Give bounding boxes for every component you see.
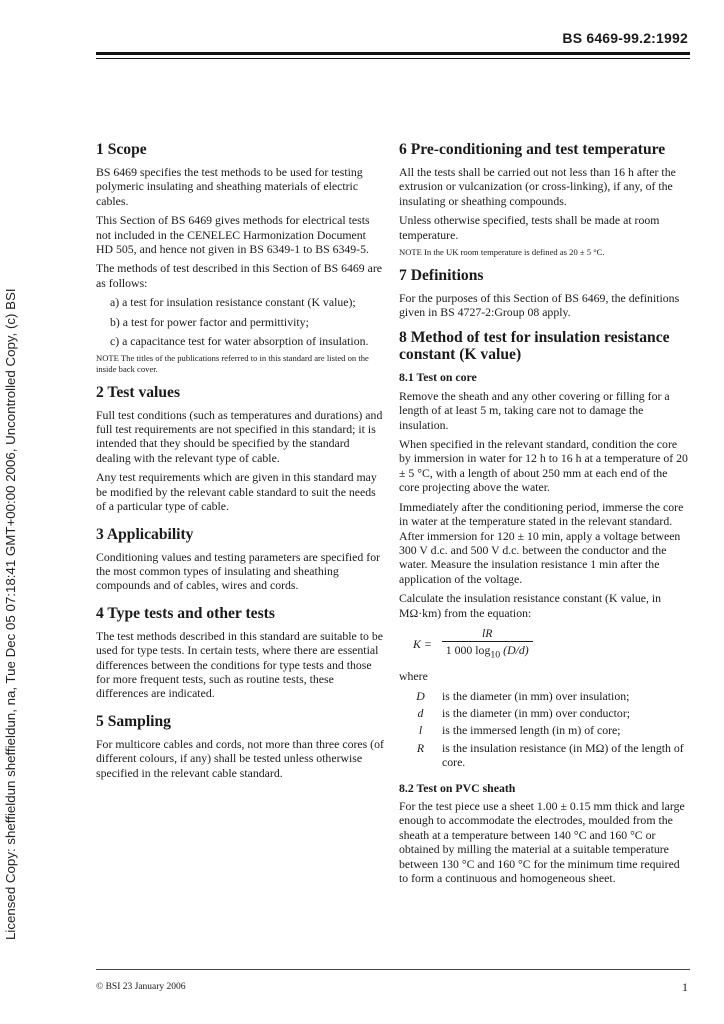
paragraph: For the test piece use a sheet 1.00 ± 0.15 mm thick and large enough to accommodate the electrodes, moulded from the sheath at a temperature between 140 °C and 160 °C or obtained by milling the material at a suitable temperature between 130 °C and 160 °C for the minimum time required to form a continuous and homogeneous sheet. — [399, 798, 685, 885]
paragraph: BS 6469 specifies the test methods to be used for testing polymeric insulating and sheathing materials of electric cables. — [96, 165, 363, 208]
note: NOTE In the UK room temperature is defined as 20 ± 5 °C. — [399, 247, 605, 258]
footer-rule — [96, 969, 690, 970]
paragraph: Unless otherwise specified, tests shall be made at room temperature. — [399, 213, 660, 242]
definition-row — [399, 706, 690, 723]
equation-fraction — [442, 626, 533, 663]
definition-row — [399, 741, 690, 773]
definition: is the diameter (in mm) over conductor; — [442, 705, 631, 720]
symbol: l — [418, 723, 423, 738]
section-heading-applicability: 3 Applicability — [96, 525, 194, 543]
license-watermark: Licensed Copy: sheffieldun sheffieldun, na, Tue Dec 05 07:18:41 GMT+00:00 2006, Uncontrolled Copy, (c) BSI — [3, 288, 18, 940]
footer-copyright: © BSI 23 January 2006 — [96, 982, 186, 992]
list-item: b) a test for power factor and permittivity; — [110, 314, 309, 329]
paragraph: For multicore cables and cords, not more than three cores (of different colours, if any) shall be tested unless otherwise specified in the relevant cable standard. — [96, 736, 384, 780]
paragraph: This Section of BS 6469 gives methods for electrical tests not included in the CENELEC Harmonization Document HD 505, and hence not given in BS 6349-1 to BS 6349-5. — [96, 213, 370, 257]
right-column — [399, 141, 690, 890]
section-heading-sampling: 5 Sampling — [96, 712, 171, 730]
list-item: a) a test for insulation resistance constant (K value); — [110, 295, 356, 310]
paragraph: All the tests shall be carried out not less than 16 h after the extrusion or vulcanization (or cross-linking), if any, of the insulating or sheathing compounds. — [399, 165, 676, 208]
subsection-heading-pvc-sheath: 8.2 Test on PVC sheath — [399, 780, 516, 795]
definition: is the insulation resistance (in MΩ) of the length of core. — [442, 740, 684, 770]
header-rule-thin — [96, 58, 690, 59]
section-heading-insulation-resistance: 8 Method of test for insulation resistance constant (K value) — [399, 329, 670, 364]
k-value-equation — [413, 626, 690, 663]
paragraph: Full test conditions (such as temperatures and durations) and full test requirements are not specified in this standard; it is intended that they should be specified by the standard dealing with the relevant type of cable. — [96, 407, 383, 465]
definition-row — [399, 689, 690, 706]
paragraph: Any test requirements which are given in this standard may be modified by the relevant cable standard to suit the needs of a particular type of cable. — [96, 470, 377, 514]
paragraph: Calculate the insulation resistance constant (K value, in MΩ·km) from the equation: — [399, 591, 662, 620]
equation-numerator: lR — [482, 625, 493, 640]
paragraph: The methods of test described in this Section of BS 6469 are as follows: — [96, 261, 383, 290]
header-rule-thick — [96, 52, 690, 55]
list-item: c) a capacitance test for water absorption of insulation. — [110, 334, 369, 349]
subsection-heading-core: 8.1 Test on core — [399, 370, 477, 385]
equation-log-base: 10 — [490, 649, 501, 661]
section-heading-test-values: 2 Test values — [96, 383, 181, 401]
note: NOTE The titles of the publications referred to in this standard are listed on the inside back cover. — [96, 353, 369, 375]
where-label: where — [399, 669, 428, 684]
equation-ratio: (D/d) — [503, 643, 529, 658]
paragraph: Remove the sheath and any other covering or filling for a length of at least 5 m, taking care not to damage the insulation. — [399, 388, 670, 432]
header-standard-code: BS 6469-99.2:1992 — [562, 30, 688, 46]
equation-denominator-log: 1 000 log — [445, 643, 491, 658]
paragraph: For the purposes of this Section of BS 6469, the definitions given in BS 4727-2:Group 08 apply. — [399, 290, 680, 320]
left-column — [96, 141, 384, 785]
section-heading-type-tests: 4 Type tests and other tests — [96, 604, 275, 622]
section-heading-preconditioning: 6 Pre-conditioning and test temperature — [399, 141, 666, 158]
definition-row — [399, 723, 690, 740]
equation-denominator — [442, 641, 533, 663]
paragraph: Conditioning values and testing parameters are specified for the most common types of insulating and sheathing compounds and of cables, wires and cords. — [96, 549, 381, 593]
definition: is the diameter (in mm) over insulation; — [442, 688, 630, 703]
test-method-list — [96, 295, 384, 348]
definition: is the immersed length (in m) of core; — [442, 723, 621, 738]
symbol: D — [416, 688, 425, 703]
paragraph: When specified in the relevant standard, condition the core by immersion in water for 12 h to 16 h at a temperature of 20 ± 5 °C, with a length of about 250 mm at each end of the core projecting above the water. — [399, 437, 688, 495]
symbol: d — [417, 705, 424, 720]
symbol-definitions — [399, 689, 690, 773]
paragraph: The test methods described in this standard are suitable to be used for type tests. In certain tests, where there are essential differences between the conditions for type tests and those for more frequent tests, such as routine tests, these differences are indicated. — [96, 628, 383, 701]
symbol: R — [416, 740, 425, 755]
paragraph: Immediately after the conditioning period, immerse the core in water at the temperature stated in the relevant standard. After immersion for 120 ± 10 min, apply a voltage between 300 V d.c. and 500 V d.c. between the conductor and the water. Measure the insulation resistance 1 min after the application of the voltage. — [399, 499, 684, 586]
section-heading-definitions: 7 Definitions — [399, 266, 484, 284]
equation-lhs: K = — [413, 637, 432, 652]
section-heading-scope: 1 Scope — [96, 141, 147, 158]
page-number: 1 — [682, 980, 688, 994]
